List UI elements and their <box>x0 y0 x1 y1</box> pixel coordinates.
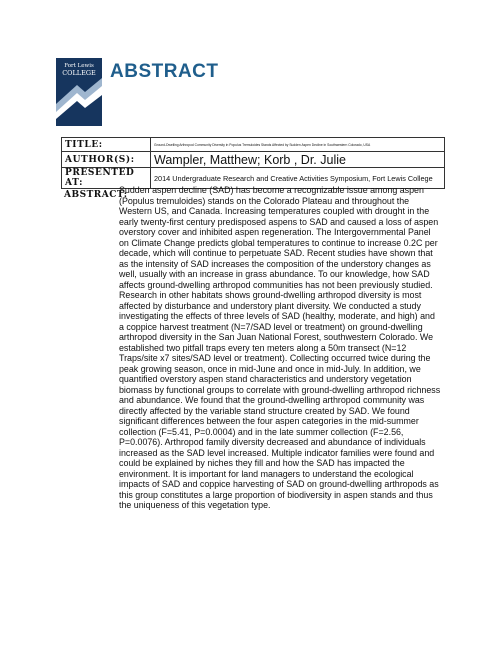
author-row <box>62 152 445 168</box>
abstract-info-table <box>61 137 445 189</box>
presented-label: PRESENTED AT: <box>62 168 151 189</box>
logo-text-line1: Fort Lewis <box>64 63 94 69</box>
abstract-text: Sudden aspen decline (SAD) has become a recognizable issue among aspen (Populus tremuloides) stands on the Colorado Plateau and throughout the Western US, and Canada. Increasing temperatures coupled with drought in the early twenty-first century predisposed aspens to SAD and caused a loss of aspen overstory cover and inhibited aspen regeneration. The Intergovernmental Panel on Climate Change predicts global temperatures to continue to increase 0.2C per decade, which will continue to perpetuate SAD. Recent studies have shown that as the intensity of SAD increases the composition of the understory changes as well, usually with an increase in grass abundance. To our knowledge, how SAD affects ground-dwelling arthropod communities has not been previously studied. Research in other habitats shows ground-dwelling arthropod diversity is most affected by disturbance and understory plant diversity. We conducted a study investigating the effects of three levels of SAD (healthy, moderate, and high) and a coppice harvest treatment (N=7/SAD level or treatment) on ground-dwelling arthropod diversity in the San Juan National Forest, southwestern Colorado. We established two pitfall traps every ten meters along a 50m transect (N=12 Traps/site x7 sites/SAD level or treatment). Collecting occurred twice during the peak growing season, once in mid-June and once in mid-July. In addition, we quantified overstory aspen stand characteristics and understory vegetation biomass by functional groups to correlate with ground-dwelling arthropod richness and abundance. We found that the ground-dwelling arthropod community was directly affected by the variable stand structure created by SAD. We found significant differences between the four aspen categories in the mid-summer collection (F=5.41, P=0.0004) and in the late summer collection (F=2.56, P=0.0076). Arthropod family diversity decreased and abundance of individuals increased as the SAD level increased. Multiple indicator families were found and could be explained by niches they fill and how the SAD has impacted the environment. It is important for land managers to understand the ecological impacts of SAD and coppice harvesting of SAD on ground-dwelling arthropods as this group constitutes a large proportion of biodiversity in aspen stands and thus the uniqueness of this vegetation type. <box>119 185 441 510</box>
author-label: AUTHOR(S): <box>62 152 151 168</box>
abstract-label: ABSTRACT: <box>64 190 128 200</box>
college-logo <box>56 58 102 126</box>
title-value: Ground-Dwelling Arthropod Community Diversity in Populus Tremuloides Stands Affected by Sudden Aspen Decline in Southwestern Colorado, USA <box>151 138 445 152</box>
page-title: ABSTRACT <box>110 61 219 82</box>
logo-text-line2: COLLEGE <box>62 69 96 77</box>
title-label: TITLE: <box>62 138 151 152</box>
title-row <box>62 138 445 152</box>
author-value: Wampler, Matthew; Korb , Dr. Julie <box>151 152 445 168</box>
presented-value: 2014 Undergraduate Research and Creative Activities Symposium, Fort Lewis College <box>151 168 445 189</box>
